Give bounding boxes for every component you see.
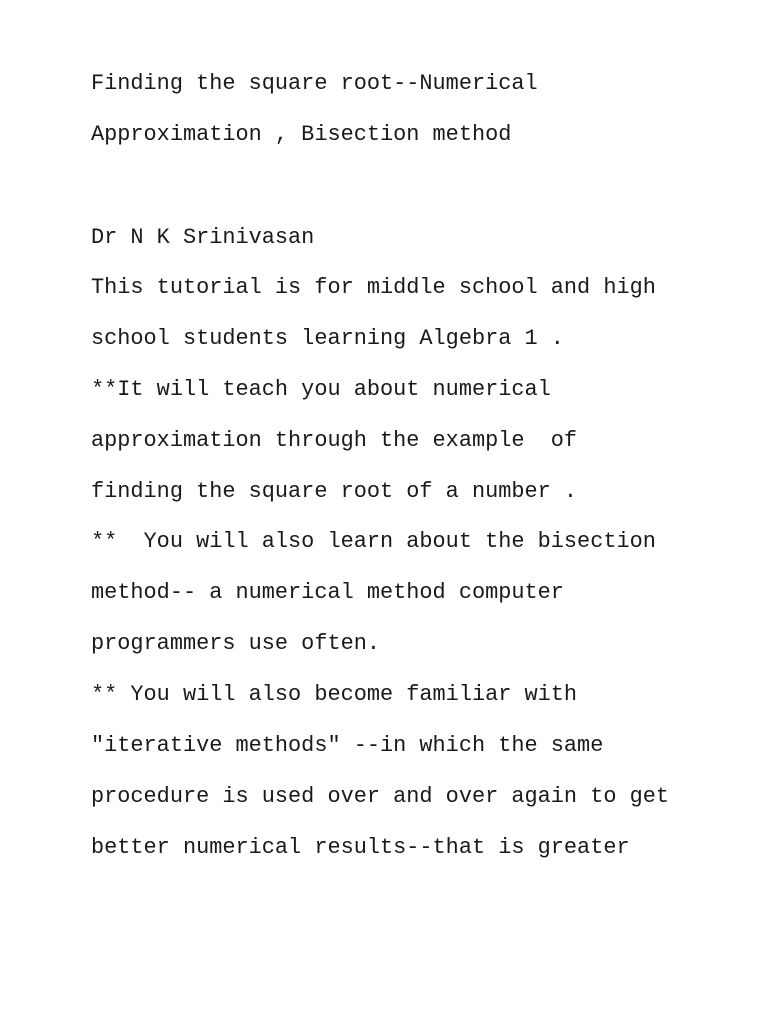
body-line: ** You will also become familiar with	[91, 682, 578, 707]
author: Dr N K Srinivasan	[91, 225, 315, 250]
body-line: procedure is used over and over again to get	[91, 784, 670, 809]
body-line: "iterative methods" --in which the same	[91, 733, 604, 758]
body-line: approximation through the example of	[91, 428, 578, 453]
body-line: programmers use often.	[91, 631, 381, 656]
body-line: finding the square root of a number .	[91, 479, 578, 504]
title-line-2: Approximation , Bisection method	[91, 122, 512, 147]
body-line: school students learning Algebra 1 .	[91, 326, 564, 351]
body-line: better numerical results--that is greater	[91, 835, 630, 860]
body-line: ** You will also learn about the bisection	[91, 529, 656, 554]
body-line: method-- a numerical method computer	[91, 580, 564, 605]
title-line-1: Finding the square root--Numerical	[91, 71, 538, 96]
body-line: This tutorial is for middle school and high	[91, 275, 656, 300]
body-line: **It will teach you about numerical	[91, 377, 551, 402]
